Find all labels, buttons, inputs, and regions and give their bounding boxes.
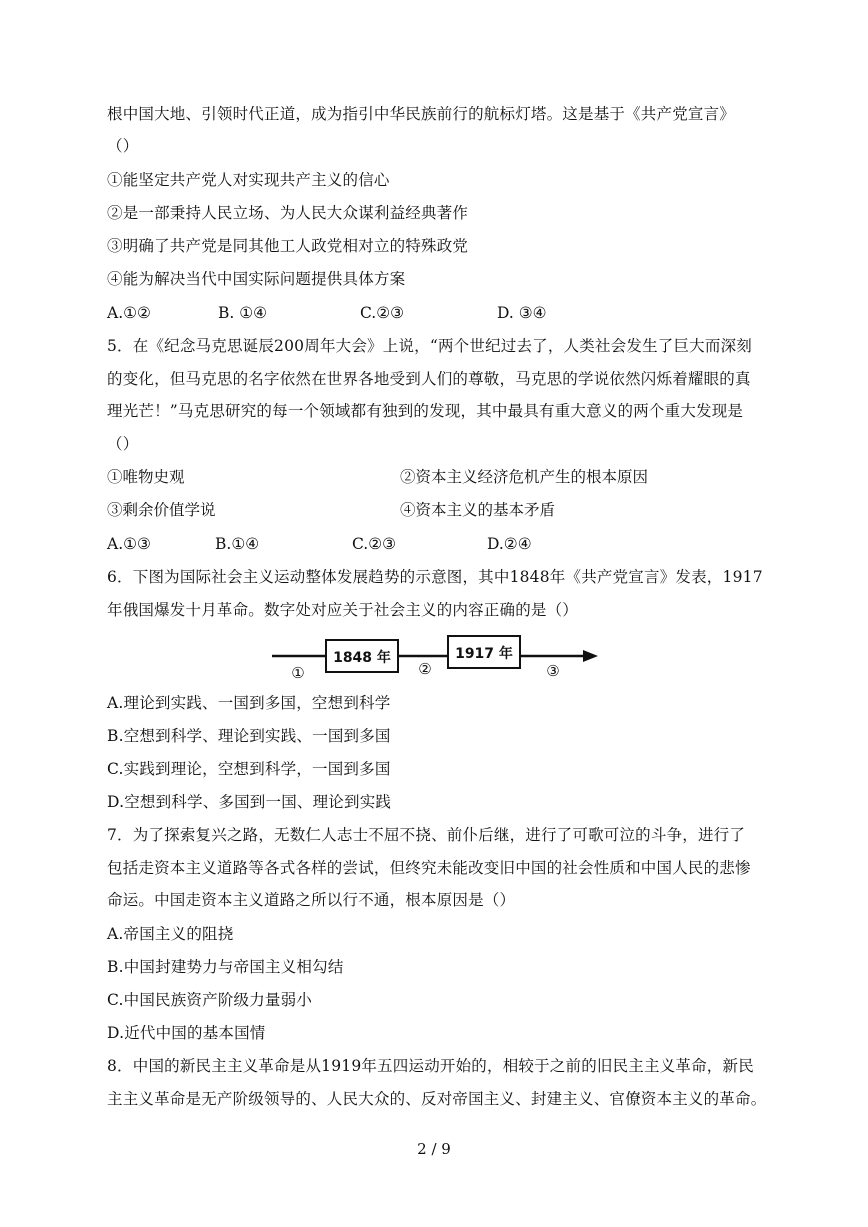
q4-item-3: ③明确了共产党是同其他工人政党相对立的特殊政党 [107, 237, 469, 255]
q4-option-b: B. ①④ [218, 304, 268, 322]
q6-option-c: C.实践到理论，空想到科学，一国到多国 [107, 760, 391, 778]
q7-line-1: 7．为了探索复兴之路，无数仁人志士不屈不挠、前仆后继，进行了可歌可泣的斗争，进行了 [107, 826, 746, 844]
q7-option-b: B.中国封建势力与帝国主义相勾结 [107, 958, 344, 976]
q4-item-1: ①能坚定共产党人对实现共产主义的信心 [107, 171, 390, 189]
q8-line-1: 8．中国的新民主主义革命是从1919年五四运动开始的，相较于之前的旧民主主义革命，新民 [107, 1057, 754, 1075]
box-1848-label: 1848 年 [333, 650, 391, 666]
q4-line-1: 根中国大地、引领时代正道，成为指引中华民族前行的航标灯塔。这是基于《共产党宣言》 [107, 105, 736, 123]
q4-item-2: ②是一部秉持人民立场、为人民大众谋利益经典著作 [107, 204, 469, 222]
q5-option-c: C.②③ [352, 535, 397, 553]
q7-option-a: A.帝国主义的阻挠 [107, 925, 234, 943]
q5-item-2: ②资本主义经济危机产生的根本原因 [400, 468, 649, 486]
q4-item-4: ④能为解决当代中国实际问题提供具体方案 [107, 270, 406, 288]
q4-paren: （） [107, 137, 139, 155]
marker-1: ① [291, 664, 305, 682]
q6-option-a: A.理论到实践、一国到多国，空想到科学 [107, 694, 391, 712]
box-1917-label: 1917 年 [455, 646, 513, 662]
timeline-arrowhead [583, 650, 598, 662]
q5-item-1: ①唯物史观 [107, 468, 185, 486]
q5-paren: （） [107, 435, 139, 453]
q8-line-2: 主主义革命是无产阶级领导的、人民大众的、反对帝国主义、封建主义、官僚资本主义的革命。 [107, 1090, 767, 1108]
q7-option-c: C.中国民族资产阶级力量弱小 [107, 991, 313, 1009]
q7-option-d: D.近代中国的基本国情 [107, 1024, 266, 1042]
q5-line-1: 5．在《纪念马克思诞辰200周年大会》上说，“两个世纪过去了，人类社会发生了巨大而深刻 [107, 337, 752, 355]
timeline-diagram [0, 634, 868, 684]
q5-line-2: 的变化，但马克思的名字依然在世界各地受到人们的尊敬，马克思的学说依然闪烁着耀眼的真 [107, 370, 751, 388]
marker-3: ③ [546, 662, 560, 680]
q5-option-b: B.①④ [215, 535, 260, 553]
q4-option-d: D. ③④ [497, 304, 547, 322]
q7-line-3: 命运。中国走资本主义道路之所以行不通，根本原因是（） [107, 891, 516, 909]
q6-option-d: D.空想到科学、多国到一国、理论到实践 [107, 793, 392, 811]
marker-2: ② [418, 660, 432, 678]
q4-option-c: C.②③ [360, 304, 405, 322]
q7-line-2: 包括走资本主义道路等各式各样的尝试，但终究未能改变旧中国的社会性质和中国人民的悲惨 [107, 859, 751, 877]
q5-item-3: ③剩余价值学说 [107, 501, 216, 519]
q5-line-3: 理光芒！”马克思研究的每一个领域都有独到的发现，其中最具有重大意义的两个重大发现是 [107, 402, 744, 420]
q4-option-a: A.①② [107, 304, 151, 322]
q5-option-d: D.②④ [487, 535, 532, 553]
q5-option-a: A.①③ [107, 535, 151, 553]
q5-item-4: ④资本主义的基本矛盾 [400, 501, 556, 519]
q6-line-2: 年俄国爆发十月革命。数字处对应关于社会主义的内容正确的是（） [107, 601, 579, 619]
q6-option-b: B.空想到科学、理论到实践、一国到多国 [107, 727, 391, 745]
q6-line-1: 6．下图为国际社会主义运动整体发展趋势的示意图，其中1848年《共产党宣言》发表，1917 [107, 568, 763, 586]
page-number: 2 / 9 [417, 1140, 451, 1158]
